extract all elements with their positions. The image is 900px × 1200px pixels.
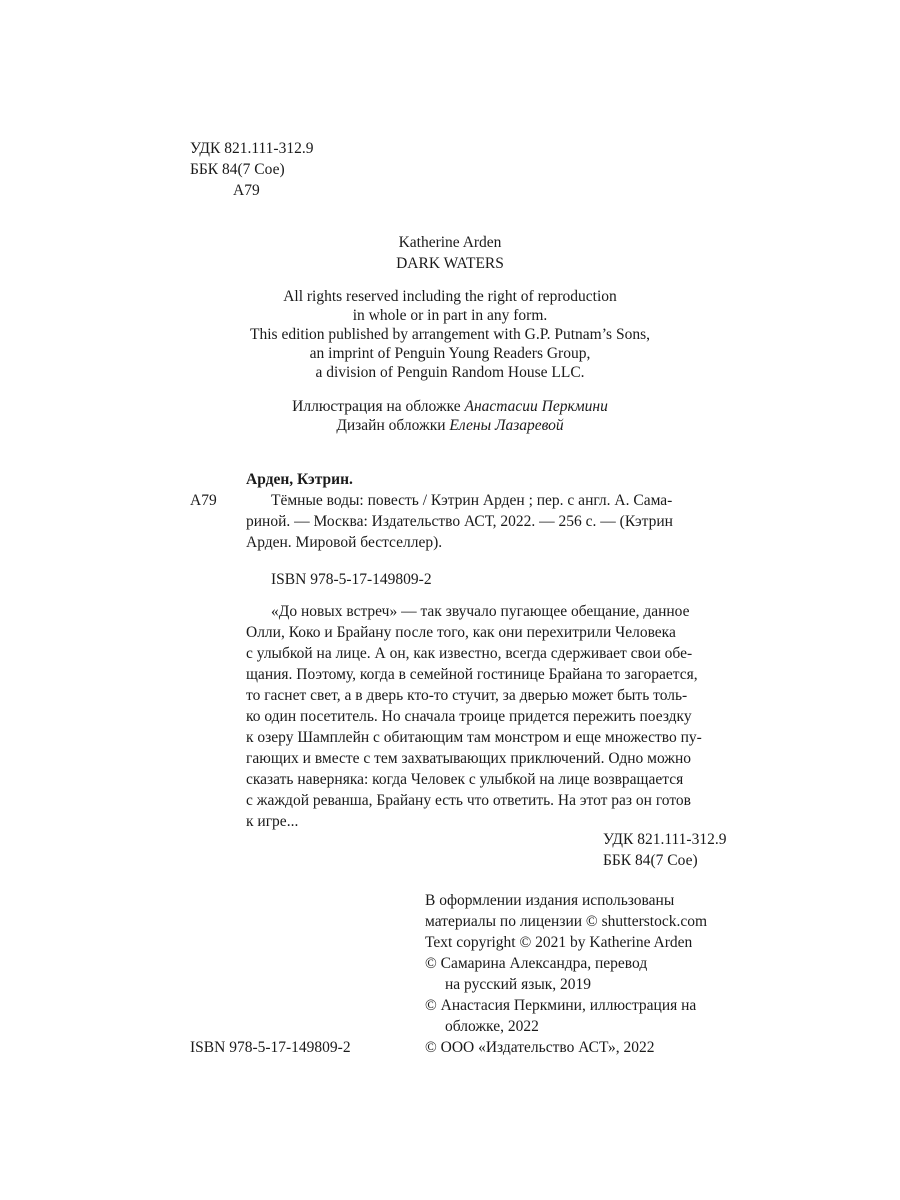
- illustration-credit: [190, 397, 710, 416]
- copyright-line: © Анастасия Перкмини, иллюстрация на: [425, 997, 697, 1014]
- annotation-line: то гаснет свет, а в дверь кто-то стучит, за дверью может быть толь-: [246, 687, 688, 704]
- design-prefix: Дизайн обложки: [336, 417, 450, 434]
- annotation-line: ко один посетитель. Но сначала троице придется пережить поездку: [246, 708, 692, 725]
- bbk-code: ББК 84(7 Сое): [190, 161, 285, 178]
- udk-code: УДК 821.111-312.9: [190, 140, 314, 157]
- annotation-line: гающих и вместе с тем захватывающих приключений. Одно можно: [246, 750, 692, 767]
- rights-notice: [190, 287, 710, 382]
- annotation-line: «До новых встреч» — так звучало пугающее обещание, данное: [271, 603, 690, 620]
- copyright-line: © Самарина Александра, перевод: [425, 955, 648, 972]
- copyright-line: обложке, 2022: [445, 1018, 539, 1035]
- copyright-line: В оформлении издания использованы: [425, 892, 675, 909]
- rights-line: a division of Penguin Random House LLC.: [315, 364, 585, 381]
- annotation-line: щания. Поэтому, когда в семейной гостинице Брайана то загорается,: [246, 666, 698, 683]
- annotation-line: сказать наверняка: когда Человек с улыбкой на лице возвращается: [246, 771, 684, 788]
- catalog-heading: Арден, Кэтрин.: [246, 471, 353, 488]
- design-credit: [190, 416, 710, 435]
- annotation-bbk: ББК 84(7 Сое): [603, 852, 698, 869]
- credits: [190, 397, 710, 435]
- copyright-line: на русский язык, 2019: [445, 976, 592, 993]
- original-title: DARK WATERS: [396, 255, 504, 272]
- rights-line: in whole or in part in any form.: [352, 307, 548, 324]
- designer-name: Елены Лазаревой: [449, 417, 564, 434]
- author-mark: А79: [233, 182, 260, 199]
- original-edition: [190, 233, 710, 273]
- rights-line: All rights reserved including the right of reproduction: [283, 288, 617, 305]
- catalog-mark: А79: [190, 492, 217, 509]
- catalog-line: риной. — Москва: Издательство АСТ, 2022. — 256 с. — (Кэтрин: [246, 513, 673, 530]
- annotation-line: к игре...: [246, 813, 299, 830]
- annotation-line: Олли, Коко и Брайану после того, как они перехитрили Человека: [246, 624, 676, 641]
- original-author: Katherine Arden: [398, 234, 502, 251]
- catalog-isbn: ISBN 978-5-17-149809-2: [271, 571, 432, 588]
- catalog-line: Тёмные воды: повесть / Кэтрин Арден ; пер. с англ. А. Сама-: [271, 492, 673, 509]
- catalog-line: Арден. Мировой бестселлер).: [246, 534, 443, 551]
- illustration-prefix: Иллюстрация на обложке: [292, 398, 465, 415]
- rights-line: an imprint of Penguin Young Readers Group,: [309, 345, 591, 362]
- annotation-udk: УДК 821.111-312.9: [603, 831, 727, 848]
- annotation-line: с жаждой реванша, Брайану есть что ответить. На этот раз он готов: [246, 792, 691, 809]
- copyright-line: Text copyright © 2021 by Katherine Arden: [425, 934, 693, 951]
- rights-line: This edition published by arrangement with G.P. Putnam’s Sons,: [250, 326, 650, 343]
- copyright-line: © ООО «Издательство АСТ», 2022: [425, 1039, 655, 1056]
- copyright-line: материалы по лицензии © shutterstock.com: [425, 913, 708, 930]
- annotation-line: с улыбкой на лице. А он, как известно, всегда сдерживает свои обе-: [246, 645, 693, 662]
- annotation-line: к озеру Шамплейн с обитающим там монстром и еще множество пу-: [246, 729, 702, 746]
- illustrator-name: Анастасии Перкмини: [464, 398, 608, 415]
- footer-isbn: ISBN 978-5-17-149809-2: [190, 1039, 351, 1056]
